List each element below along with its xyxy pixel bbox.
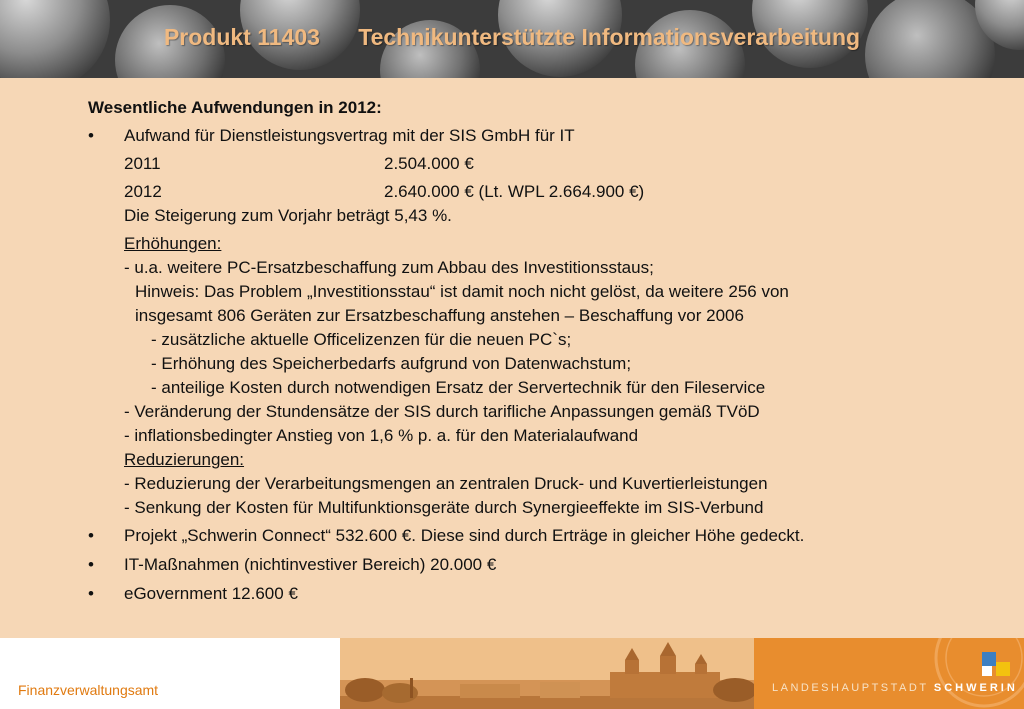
page-title — [0, 24, 1024, 51]
reduction-item: - Senkung der Kosten für Multifunktionsgeräte durch Synergieeffekte im SIS-Verbund — [124, 498, 764, 517]
bullet-egovernment — [88, 582, 988, 606]
increase-note: Die Steigerung zum Vorjahr beträgt 5,43 %. — [124, 206, 452, 225]
increase-subitem: - Erhöhung des Speicherbedarfs aufgrund von Datenwachstum; — [151, 354, 632, 373]
castle-skyline-image — [340, 638, 754, 709]
reductions-label: Reduzierungen: — [124, 450, 245, 469]
agency-name: Finanzverwaltungsamt — [18, 682, 159, 698]
city-logo-panel — [754, 638, 1024, 709]
content-text — [88, 96, 988, 606]
city-prefix: LANDESHAUPTSTADT — [772, 682, 929, 694]
increase-note-line: Hinweis: Das Problem „Investitionsstau“ ist damit noch nicht gelöst, da weitere 256 von — [135, 282, 789, 301]
product-number: Produkt 11403 — [163, 24, 320, 50]
section-heading: Wesentliche Aufwendungen in 2012: — [88, 98, 382, 117]
increase-note-line: insgesamt 806 Geräten zur Ersatzbeschaffung anstehen – Beschaffung vor 2006 — [135, 306, 744, 325]
header-banner — [0, 0, 1024, 78]
increase-item: - inflationsbedingter Anstieg von 1,6 % p. a. für den Materialaufwand — [124, 426, 639, 445]
bullet-text: IT-Maßnahmen (nichtinvestiver Bereich) 20.000 € — [124, 555, 497, 574]
product-title: Technikunterstützte Informationsverarbeitung — [358, 24, 861, 50]
bullet-schwerin-connect — [88, 524, 988, 548]
bullet-service-contract — [88, 124, 988, 148]
city-name: SCHWERIN — [933, 682, 1018, 694]
logo-white-square — [982, 666, 992, 676]
footer — [0, 638, 1024, 709]
amount-row-2011 — [88, 152, 988, 176]
content-area — [0, 78, 1024, 638]
bullet-text: eGovernment 12.600 € — [124, 584, 298, 603]
castle-photo — [340, 638, 754, 709]
bullet-text: Aufwand für Dienstleistungsvertrag mit der SIS GmbH für IT — [124, 126, 575, 145]
increase-subitem: - anteilige Kosten durch notwendigen Ersatz der Servertechnik für den Fileservice — [151, 378, 766, 397]
footer-agency-panel — [0, 638, 340, 709]
increase-item: - Veränderung der Stundensätze der SIS durch tarifliche Anpassungen gemäß TVöD — [124, 402, 760, 421]
increase-item: - u.a. weitere PC-Ersatzbeschaffung zum Abbau des Investitionsstaus; — [124, 258, 654, 277]
increases-label: Erhöhungen: — [124, 234, 222, 253]
row-year: 2011 — [124, 154, 161, 173]
amount-row-2012 — [88, 180, 988, 204]
reduction-item: - Reduzierung der Verarbeitungsmengen an zentralen Druck- und Kuvertierleistungen — [124, 474, 768, 493]
row-amount: 2.640.000 € (Lt. WPL 2.664.900 €) — [384, 182, 645, 201]
bullet-it-measures — [88, 553, 988, 577]
logo-blue-square — [982, 652, 996, 666]
row-amount: 2.504.000 € — [384, 154, 474, 173]
increase-subitem: - zusätzliche aktuelle Officelizenzen für die neuen PC`s; — [151, 330, 572, 349]
logo-yellow-square — [996, 662, 1010, 676]
city-wordmark — [772, 682, 1018, 694]
row-year: 2012 — [124, 182, 162, 201]
bullet-text: Projekt „Schwerin Connect“ 532.600 €. Diese sind durch Erträge in gleicher Höhe gedeckt. — [124, 526, 805, 545]
